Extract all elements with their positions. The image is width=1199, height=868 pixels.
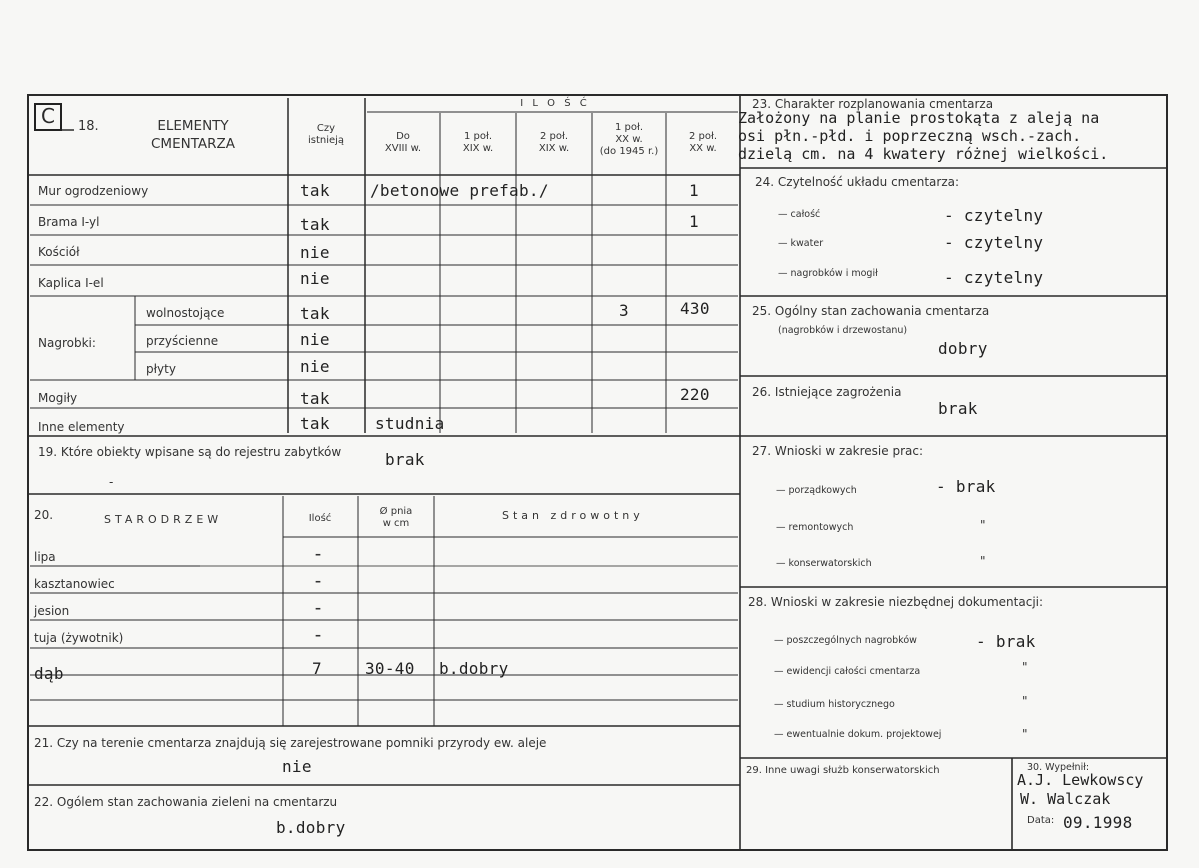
row-brama-label: Brama I-yl [38, 215, 100, 229]
col-tree-health: Stan zdrowotny [502, 509, 644, 522]
section-23-line: Założony na planie prostokąta z aleją na [738, 109, 1100, 127]
s27-item-text: konserwatorskich [788, 558, 872, 569]
section-25-label: 25. Ogólny stan zachowania cmentarza [752, 304, 990, 318]
tree-count: – [315, 574, 321, 588]
row-mur-label: Mur ogrodzeniowy [38, 184, 149, 198]
col-do-xviii-2: XVIII w. [384, 143, 422, 154]
s24-item-text: całość [790, 209, 821, 220]
s28-item-value: " [1022, 660, 1028, 674]
col-exists-1: Czy [316, 123, 336, 134]
row-plyty-exists: nie [300, 357, 330, 376]
section-21-value: nie [282, 757, 312, 776]
row-inne-label: Inne elementy [38, 420, 125, 434]
s28-item-label: — ewentualnie dokum. projektowej [774, 729, 942, 740]
s24-item-text: kwater [790, 238, 824, 249]
row-plyty-label: płyty [146, 362, 176, 376]
col-1-xx-3: (do 1945 r.) [599, 146, 659, 157]
col-2-xx-1: 2 poł. [688, 131, 718, 142]
tree-count: – [315, 547, 321, 561]
s27-item-text: remontowych [788, 522, 854, 533]
section-23-label: 23. Charakter rozplanowania cmentarza [752, 97, 994, 111]
tree-name: dąb [34, 664, 64, 683]
row-mur-exists: tak [300, 181, 330, 200]
tree-diameter: 30-40 [365, 659, 415, 678]
section-19-dash: - [109, 475, 114, 489]
s28-item-value: " [1022, 694, 1028, 708]
tree-name: jesion [34, 604, 70, 618]
row-kaplica-exists: nie [300, 269, 330, 288]
section-25-value: dobry [938, 339, 988, 358]
s24-item-value: - czytelny [944, 268, 1044, 287]
s24-item-value: - czytelny [944, 206, 1044, 225]
section-22-label: 22. Ogólem stan zachowania zieleni na cmentarzu [34, 795, 338, 809]
s28-item-text: ewidencji całości cmentarza [786, 666, 921, 677]
section-27-label: 27. Wnioski w zakresie prac: [752, 444, 924, 458]
section-19-label: 19. Które obiekty wpisane są do rejestru zabytków [38, 445, 342, 459]
s24-item-text: nagrobków i mogił [790, 268, 878, 279]
s28-item-label: — poszczególnych nagrobków [774, 635, 917, 646]
row-mur-xx2: 1 [689, 181, 699, 200]
s28-item-label: — ewidencji całości cmentarza [774, 666, 921, 677]
section-22-value: b.dobry [276, 818, 346, 837]
row-brama-exists: tak [300, 215, 330, 234]
filled-by-name: W. Walczak [1020, 790, 1111, 808]
section-26-value: brak [938, 399, 978, 418]
row-wolnostojace-xx1: 3 [619, 301, 629, 320]
filled-by-name: A.J. Lewkowscy [1017, 771, 1144, 789]
section-25-sub: (nagrobków i drzewostanu) [778, 325, 908, 336]
s27-item-value: " [980, 518, 986, 532]
col-1-xx-1: 1 poł. [614, 122, 644, 133]
col-1-xix-1: 1 poł. [463, 131, 493, 142]
row-inne-note: studnia [375, 414, 445, 433]
col-tree-count: Ilość [308, 513, 332, 524]
s28-item-value: " [1022, 727, 1028, 741]
row-kaplica-label: Kaplica I-el [38, 276, 104, 290]
col-1-xix-2: XIX w. [462, 143, 494, 154]
row-mogily-exists: tak [300, 389, 330, 408]
s24-item-label: — całość [778, 209, 821, 220]
col-tree-diam-2: w cm [382, 518, 410, 529]
col-ilosc: I L O Ś Ć [520, 98, 590, 109]
section-18-title-2: CMENTARZA [151, 136, 235, 152]
s27-item-value: " [980, 554, 986, 568]
section-20-number: 20. [34, 508, 54, 522]
s28-item-label: — studium historycznego [774, 699, 895, 710]
s27-item-value: - brak [936, 477, 996, 496]
col-do-xviii-1: Do [396, 131, 410, 142]
tree-count: – [315, 601, 321, 615]
date-value: 09.1998 [1063, 813, 1133, 832]
s28-item-text: ewentualnie dokum. projektowej [786, 729, 942, 740]
s27-item-label: — konserwatorskich [776, 558, 872, 569]
section-24-label: 24. Czytelność układu cmentarza: [755, 175, 960, 189]
section-18-title-1: ELEMENTY [157, 118, 229, 134]
section-23-line: osi płn.-płd. i poprzeczną wsch.-zach. [738, 127, 1082, 145]
row-brama-xx2: 1 [689, 212, 699, 231]
section-26-label: 26. Istniejące zagrożenia [752, 385, 902, 399]
col-2-xix-1: 2 poł. [539, 131, 569, 142]
s27-item-label: — porządkowych [776, 485, 857, 496]
row-wolnostojace-label: wolnostojące [146, 306, 225, 320]
s24-item-label: — kwater [778, 238, 824, 249]
tree-health: b.dobry [439, 659, 509, 678]
tree-count: 7 [312, 659, 322, 678]
col-exists-2: istnieją [307, 135, 345, 146]
tree-name: kasztanowiec [34, 577, 115, 591]
section-23-line: dzielą cm. na 4 kwatery różnej wielkości. [738, 145, 1109, 163]
s24-item-value: - czytelny [944, 233, 1044, 252]
section-19-value: brak [385, 450, 425, 469]
row-mogily-xx2: 220 [680, 385, 710, 404]
row-wolnostojace-xx2: 430 [680, 299, 710, 318]
tree-name: lipa [34, 550, 56, 564]
row-mur-note: /betonowe prefab./ [370, 181, 549, 200]
col-2-xix-2: XIX w. [538, 143, 570, 154]
section-30-label: 30. Wypełnił: [1027, 762, 1090, 773]
row-kosciol-exists: nie [300, 243, 330, 262]
row-mogily-label: Mogiły [38, 391, 78, 405]
row-wolnostojace-exists: tak [300, 304, 330, 323]
s24-item-label: — nagrobków i mogił [778, 268, 878, 279]
col-1-xx-2: XX w. [615, 134, 643, 145]
col-tree-diam-1: Ø pnia [379, 506, 413, 517]
section-28-label: 28. Wnioski w zakresie niezbędnej dokumentacji: [748, 595, 1044, 609]
s28-item-value: - brak [976, 632, 1036, 651]
s27-item-text: porządkowych [788, 485, 857, 496]
form-letter-box: C [34, 103, 62, 131]
section-21-label: 21. Czy na terenie cmentarza znajdują się zarejestrowane pomniki przyrody ew. aleje [34, 736, 547, 750]
s28-item-text: poszczególnych nagrobków [786, 635, 917, 646]
section-20-title: STARODRZEW [104, 513, 223, 526]
s28-item-text: studium historycznego [786, 699, 895, 710]
row-przyscienne-label: przyścienne [146, 334, 219, 348]
col-2-xx-2: XX w. [689, 143, 717, 154]
section-29-label: 29. Inne uwagi służb konserwatorskich [746, 765, 940, 776]
row-kosciol-label: Kościół [38, 245, 80, 259]
row-nagrobki-label: Nagrobki: [38, 336, 96, 350]
tree-name: tuja (żywotnik) [34, 631, 124, 645]
section-18-number: 18. [78, 119, 99, 134]
s27-item-label: — remontowych [776, 522, 854, 533]
date-label: Data: [1027, 815, 1055, 826]
tree-count: – [315, 628, 321, 642]
row-inne-exists: tak [300, 414, 330, 433]
row-przyscienne-exists: nie [300, 330, 330, 349]
